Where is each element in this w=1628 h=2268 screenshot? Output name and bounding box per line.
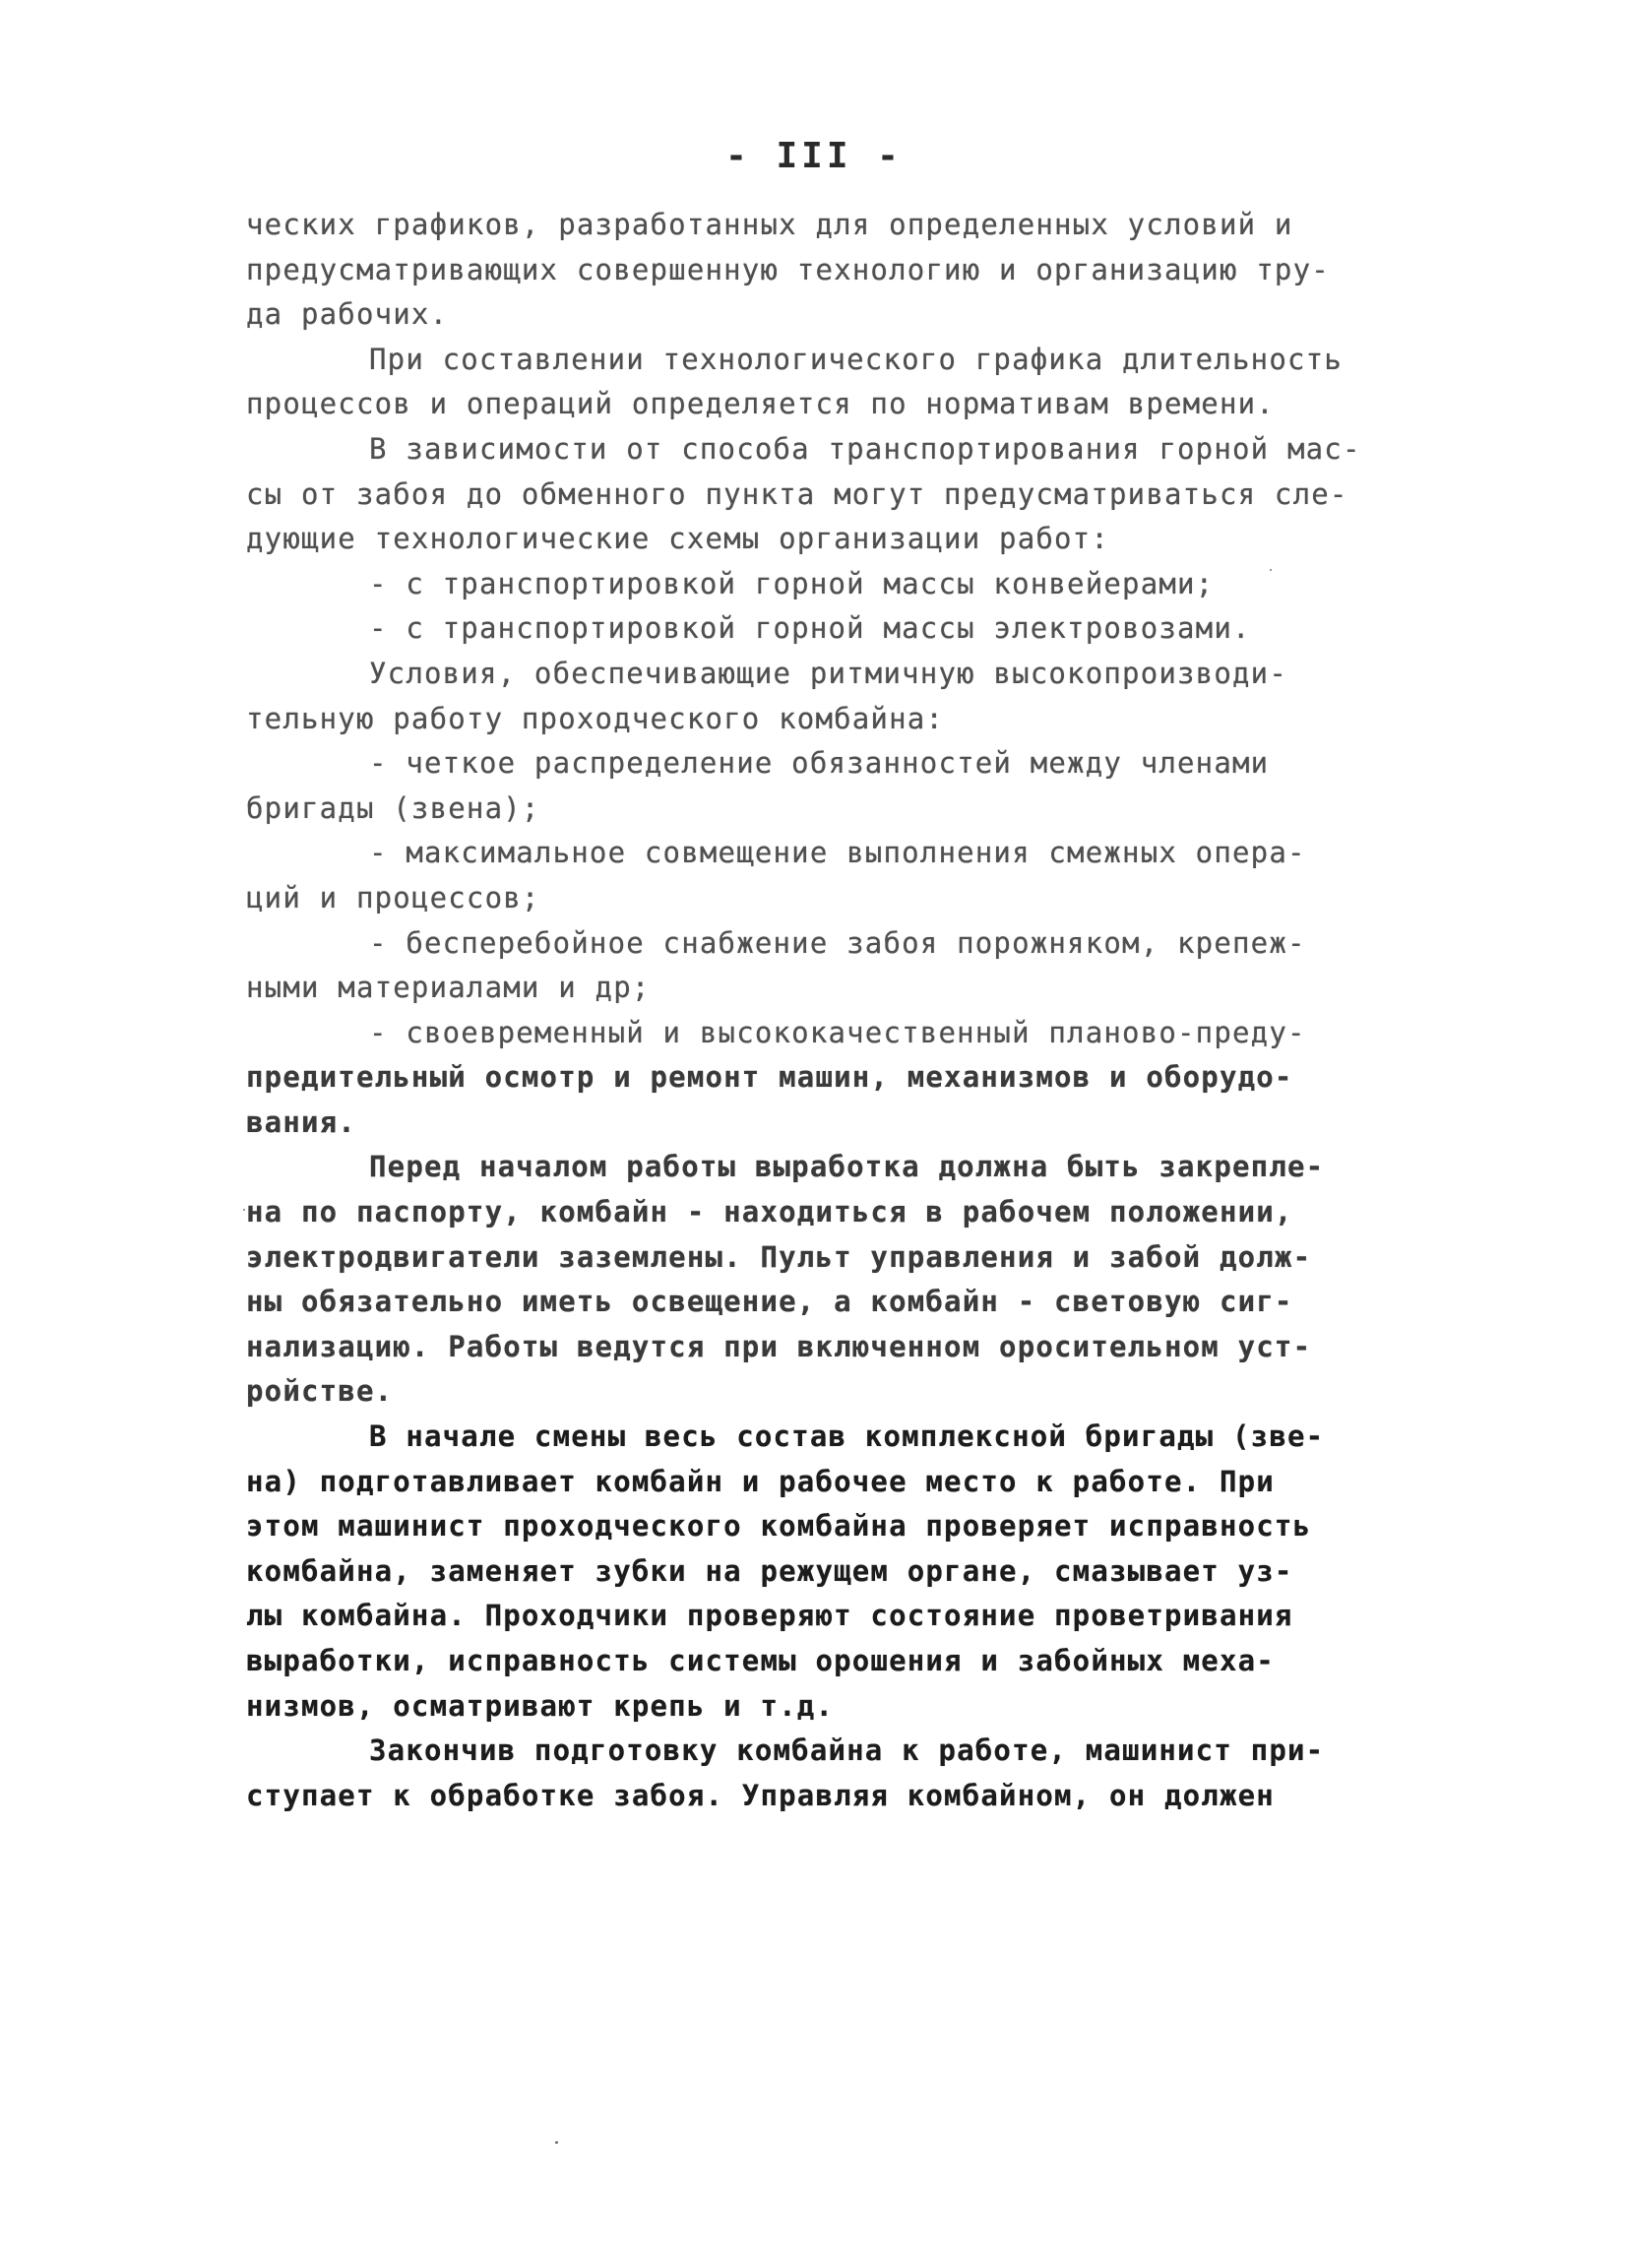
paragraph-start-line: Закончив подготовку комбайна к работе, машинист при- [369, 1733, 1325, 1768]
text-line: процессов и операций определяется по нормативам времени. [246, 387, 1275, 421]
text-line: ступает к обработке забоя. Управляя комбайном, он должен [246, 1778, 1275, 1812]
text-line: ческих графиков, разработанных для определенных условий и [246, 208, 1293, 241]
text-line: лы комбайна. Проходчики проверяют состояние проветривания [246, 1599, 1293, 1633]
paragraph-start-line: Перед началом работы выработка должна быть закрепле- [369, 1150, 1325, 1184]
text-line: вания. [246, 1104, 356, 1139]
page-number: - III - [725, 136, 903, 176]
list-item-line: - с транспортировкой горной массы конвейерами; [369, 566, 1215, 600]
text-line: электродвигатели заземлены. Пульт управления и забой долж- [246, 1239, 1312, 1274]
text-line: сы от забоя до обменного пункта могут предусматриваться сле- [246, 476, 1348, 511]
text-line: да рабочих. [246, 297, 449, 332]
list-item-line: - с транспортировкой горной массы электровозами. [369, 611, 1251, 646]
text-line: предусматривающих совершенную технологию и организацию тру- [246, 252, 1330, 286]
text-line: ными материалами и др; [246, 971, 651, 1005]
text-line: бригады (звена); [246, 790, 540, 825]
text-line: ций и процессов; [246, 880, 540, 914]
text-body [246, 203, 1368, 1818]
text-line: низмов, осматривают крепь и т.д. [246, 1688, 835, 1723]
text-line: тельную работу проходческого комбайна: [246, 701, 945, 735]
text-line: этом машинист проходческого комбайна проверяет исправность [246, 1509, 1312, 1544]
list-item-line: - максимальное совмещение выполнения смежных опера- [369, 836, 1306, 870]
scan-speck [243, 1209, 245, 1211]
text-line: комбайна, заменяет зубки на режущем органе, смазывает уз- [246, 1553, 1293, 1588]
text-line: ройстве. [246, 1374, 394, 1409]
scan-speck [1270, 569, 1272, 571]
list-item-line: - четкое распределение обязанностей между членами [369, 746, 1270, 781]
text-line: выработки, исправность системы орошения и забойных меха- [246, 1644, 1275, 1677]
paragraph-start-line: Условия, обеспечивающие ритмичную высокопроизводи- [369, 656, 1287, 690]
text-line: нализацию. Работы ведутся при включенном оросительном уст- [246, 1329, 1312, 1363]
text-line: ны обязательно иметь освещение, а комбайн - световую сиг- [246, 1285, 1293, 1319]
text-line: на по паспорту, комбайн - находиться в рабочем положении, [246, 1195, 1293, 1229]
scan-speck [555, 2141, 558, 2144]
text-line: предительный осмотр и ремонт машин, механизмов и оборудо- [246, 1060, 1293, 1095]
paragraph-start-line: В зависимости от способа транспортирования горной мас- [369, 431, 1361, 466]
text-line: дующие технологические схемы организации работ: [246, 522, 1109, 556]
paragraph-start-line: В начале смены весь состав комплексной бригады (зве- [369, 1419, 1325, 1454]
paragraph-start-line: При составлении технологического графика длительность [369, 342, 1343, 376]
list-item-line: - бесперебойное снабжение забоя порожняком, крепеж- [369, 925, 1306, 960]
text-line: на) подготавливает комбайн и рабочее место к работе. При [246, 1464, 1275, 1498]
list-item-line: - своевременный и высококачественный планово-преду- [369, 1015, 1306, 1049]
